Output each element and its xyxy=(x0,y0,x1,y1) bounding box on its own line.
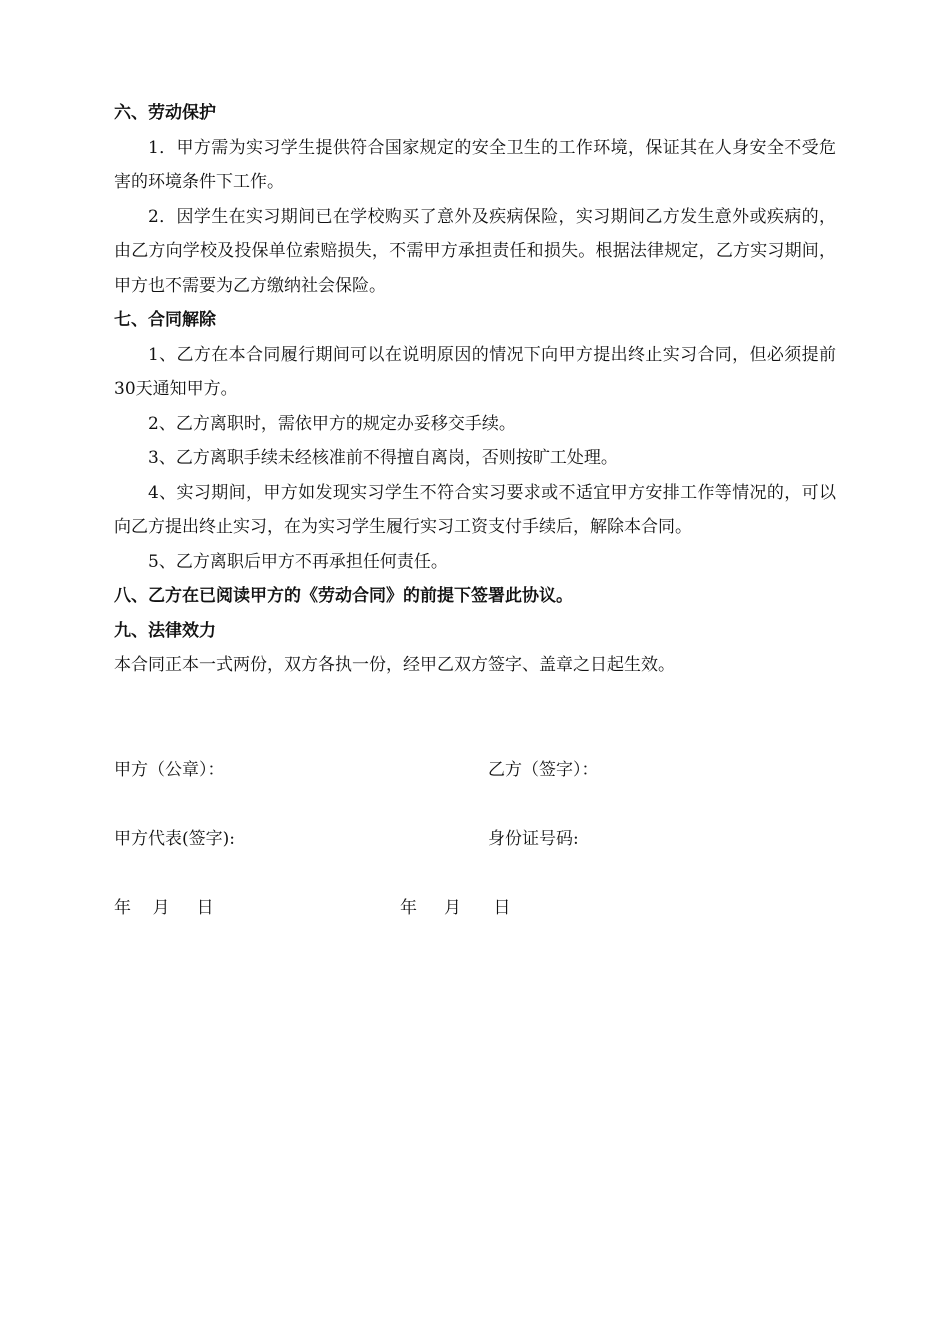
termination-item-4: 4、实习期间，甲方如发现实习学生不符合实习要求或不适宜甲方安排工作等情况的，可以向乙方提出终止实习，在为实习学生履行实习工资支付手续后，解除本合同。 xyxy=(114,482,836,537)
section-heading-legal-effect: 九、法律效力 xyxy=(114,620,216,641)
party-a-rep-label: 甲方代表(签字): xyxy=(114,829,235,849)
termination-item-3: 3、乙方离职手续未经核准前不得擅自离岗，否则按旷工处理。 xyxy=(148,448,618,468)
termination-item-5: 5、乙方离职后甲方不再承担任何责任。 xyxy=(148,551,448,572)
id-number-label: 身份证号码: xyxy=(488,829,579,849)
party-b-sign-label: 乙方（签字）： xyxy=(488,760,599,780)
section-heading-agreement: 八、乙方在已阅读甲方的《劳动合同》的前提下签署此协议。 xyxy=(114,586,573,606)
termination-item-1: 1、乙方在本合同履行期间可以在说明原因的情况下向甲方提出终止实习合同，但必须提前30天通知甲方。 xyxy=(114,344,836,399)
date-line-party-b: 年 月 日 xyxy=(400,898,511,918)
party-a-seal-label: 甲方（公章）： xyxy=(114,760,225,780)
labor-protection-item-2: 2．因学生在实习期间已在学校购买了意外及疾病保险，实习期间乙方发生意外或疾病的，由乙方向学校及投保单位索赔损失，不需甲方承担责任和损失。根据法律规定，乙方实习期间，甲方也不需要为乙方缴纳社会保险。 xyxy=(114,206,836,296)
legal-effect-text: 本合同正本一式两份，双方各执一份，经甲乙双方签字、盖章之日起生效。 xyxy=(114,655,675,675)
date-line-party-a: 年 月 日 xyxy=(114,898,214,918)
section-heading-labor-protection: 六、劳动保护 xyxy=(114,103,216,123)
labor-protection-item-1: 1．甲方需为实习学生提供符合国家规定的安全卫生的工作环境，保证其在人身安全不受危害的环境条件下工作。 xyxy=(114,137,836,192)
contract-body xyxy=(114,96,836,683)
section-heading-termination: 七、合同解除 xyxy=(114,310,216,330)
termination-item-2: 2、乙方离职时，需依甲方的规定办妥移交手续。 xyxy=(148,413,516,434)
